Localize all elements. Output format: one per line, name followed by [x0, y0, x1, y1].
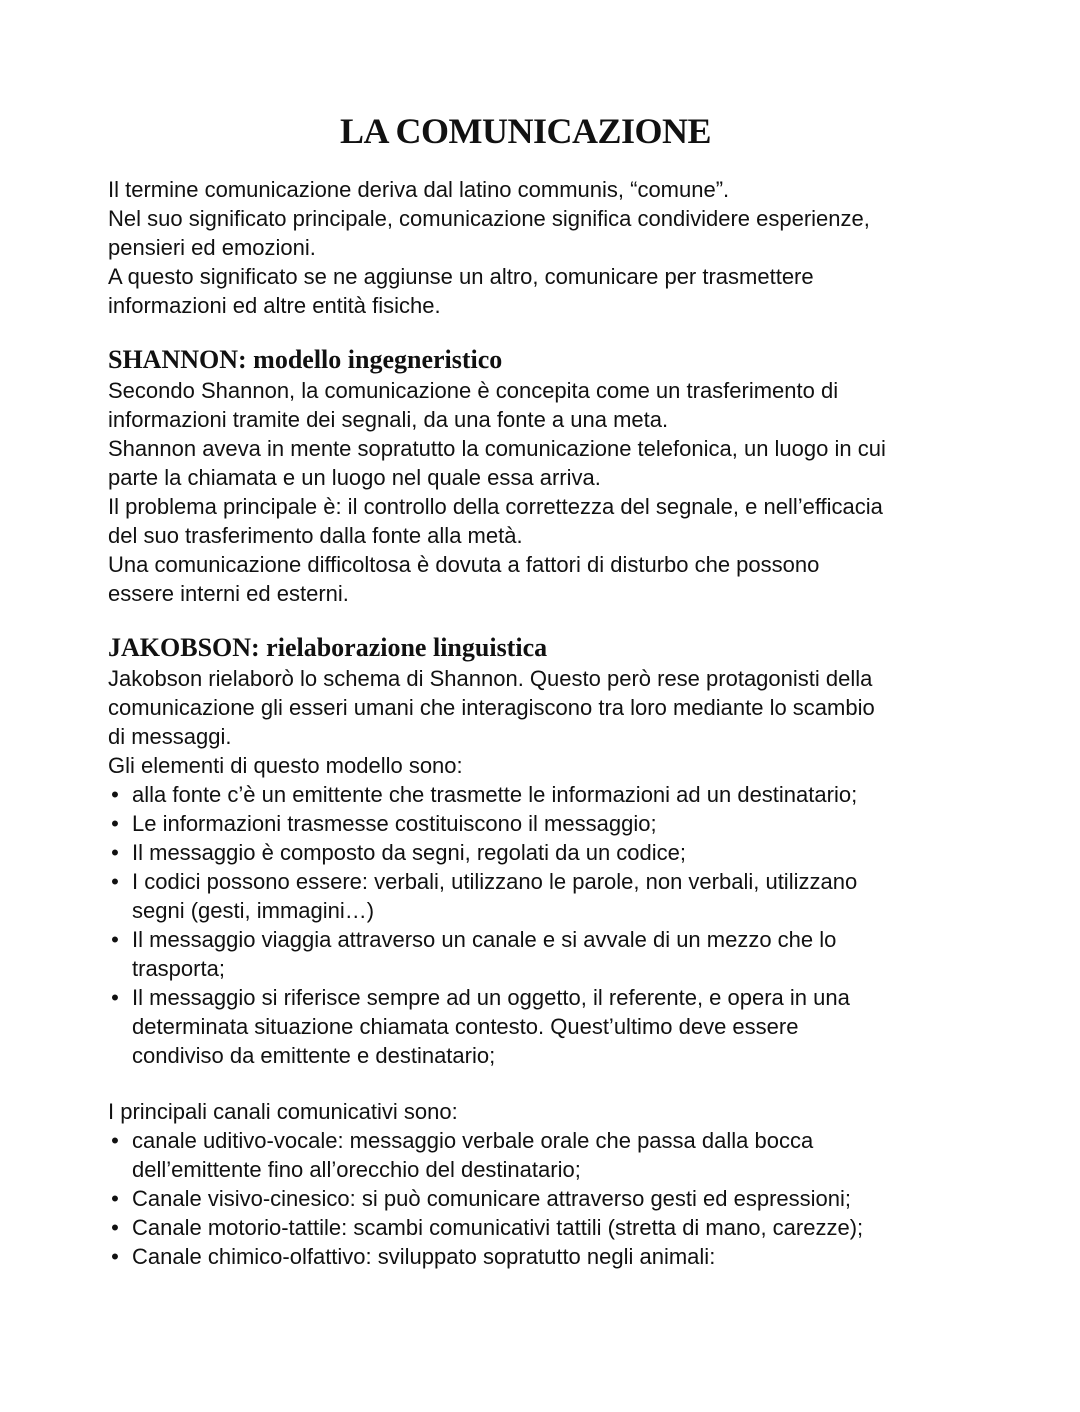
shannon-line: Shannon aveva in mente sopratutto la comunicazione telefonica, un luogo in cui	[108, 436, 886, 461]
list-item-text: canale uditivo-vocale: messaggio verbale orale che passa dalla bocca	[132, 1128, 814, 1153]
shannon-line: informazioni tramite dei segnali, da una fonte a una meta.	[108, 407, 669, 432]
jakobson-line: Jakobson rielaborò lo schema di Shannon. Questo però rese protagonisti della	[108, 666, 873, 691]
shannon-line: del suo trasferimento dalla fonte alla metà.	[108, 523, 523, 548]
list-item	[108, 1184, 988, 1213]
list-item-text: Canale visivo-cinesico: si può comunicare attraverso gesti ed espressioni;	[132, 1186, 852, 1211]
jakobson-line: di messaggi.	[108, 724, 232, 749]
bullet-icon: •	[111, 985, 119, 1010]
canali-intro: I principali canali comunicativi sono:	[108, 1099, 458, 1124]
section-shannon	[108, 344, 988, 608]
section-jakobson	[108, 632, 988, 1070]
bullet-icon: •	[111, 869, 119, 894]
jakobson-elements-list	[108, 780, 988, 1070]
list-item-text: dell’emittente fino all’orecchio del destinatario;	[132, 1157, 581, 1182]
bullet-icon: •	[111, 1128, 119, 1153]
list-item-text: Il messaggio è composto da segni, regolati da un codice;	[132, 840, 686, 865]
list-item-text: determinata situazione chiamata contesto. Quest’ultimo deve essere	[132, 1014, 799, 1039]
bullet-icon: •	[111, 782, 119, 807]
section-heading-shannon: SHANNON: modello ingegneristico	[108, 345, 503, 374]
shannon-line: Secondo Shannon, la comunicazione è concepita come un trasferimento di	[108, 378, 839, 403]
shannon-line: parte la chiamata e un luogo nel quale essa arriva.	[108, 465, 601, 490]
list-item	[108, 809, 988, 838]
list-item	[108, 838, 988, 867]
section-heading-jakobson: JAKOBSON: rielaborazione linguistica	[108, 633, 548, 662]
jakobson-line: Gli elementi di questo modello sono:	[108, 753, 463, 778]
list-item-text: alla fonte c’è un emittente che trasmette le informazioni ad un destinatario;	[132, 782, 858, 807]
list-item	[108, 1126, 988, 1184]
intro-paragraph	[108, 175, 988, 320]
list-item-text: Il messaggio viaggia attraverso un canale e si avvale di un mezzo che lo	[132, 927, 837, 952]
list-item	[108, 983, 988, 1070]
intro-line: informazioni ed altre entità fisiche.	[108, 293, 441, 318]
jakobson-line: comunicazione gli esseri umani che interagiscono tra loro mediante lo scambio	[108, 695, 875, 720]
section-canali	[108, 1097, 988, 1271]
list-item	[108, 780, 988, 809]
list-item	[108, 925, 988, 983]
list-item-text: Il messaggio si riferisce sempre ad un oggetto, il referente, e opera in una	[132, 985, 850, 1010]
page-title: LA COMUNICAZIONE	[339, 111, 712, 151]
canali-list	[108, 1126, 988, 1271]
bullet-icon: •	[111, 811, 119, 836]
intro-line: Nel suo significato principale, comunicazione significa condividere esperienze,	[108, 206, 870, 231]
list-item-text: condiviso da emittente e destinatario;	[132, 1043, 496, 1068]
list-item	[108, 867, 988, 925]
bullet-icon: •	[111, 927, 119, 952]
bullet-icon: •	[111, 1215, 119, 1240]
intro-line: Il termine comunicazione deriva dal latino communis, “comune”.	[108, 177, 730, 202]
bullet-icon: •	[111, 1244, 119, 1269]
bullet-icon: •	[111, 1186, 119, 1211]
list-item-text: Le informazioni trasmesse costituiscono il messaggio;	[132, 811, 657, 836]
list-item-text: Canale chimico-olfattivo: sviluppato sopratutto negli animali:	[132, 1244, 716, 1269]
shannon-line: Il problema principale è: il controllo della correttezza del segnale, e nell’efficacia	[108, 494, 883, 519]
list-item-text: segni (gesti, immagini…)	[132, 898, 375, 923]
list-item	[108, 1242, 988, 1271]
list-item-text: I codici possono essere: verbali, utilizzano le parole, non verbali, utilizzano	[132, 869, 858, 894]
bullet-icon: •	[111, 840, 119, 865]
intro-line: A questo significato se ne aggiunse un altro, comunicare per trasmettere	[108, 264, 814, 289]
intro-line: pensieri ed emozioni.	[108, 235, 316, 260]
list-item-text: trasporta;	[132, 956, 225, 981]
shannon-line: Una comunicazione difficoltosa è dovuta a fattori di disturbo che possono	[108, 552, 820, 577]
list-item-text: Canale motorio-tattile: scambi comunicativi tattili (stretta di mano, carezze);	[132, 1215, 864, 1240]
list-item	[108, 1213, 988, 1242]
shannon-line: essere interni ed esterni.	[108, 581, 349, 606]
